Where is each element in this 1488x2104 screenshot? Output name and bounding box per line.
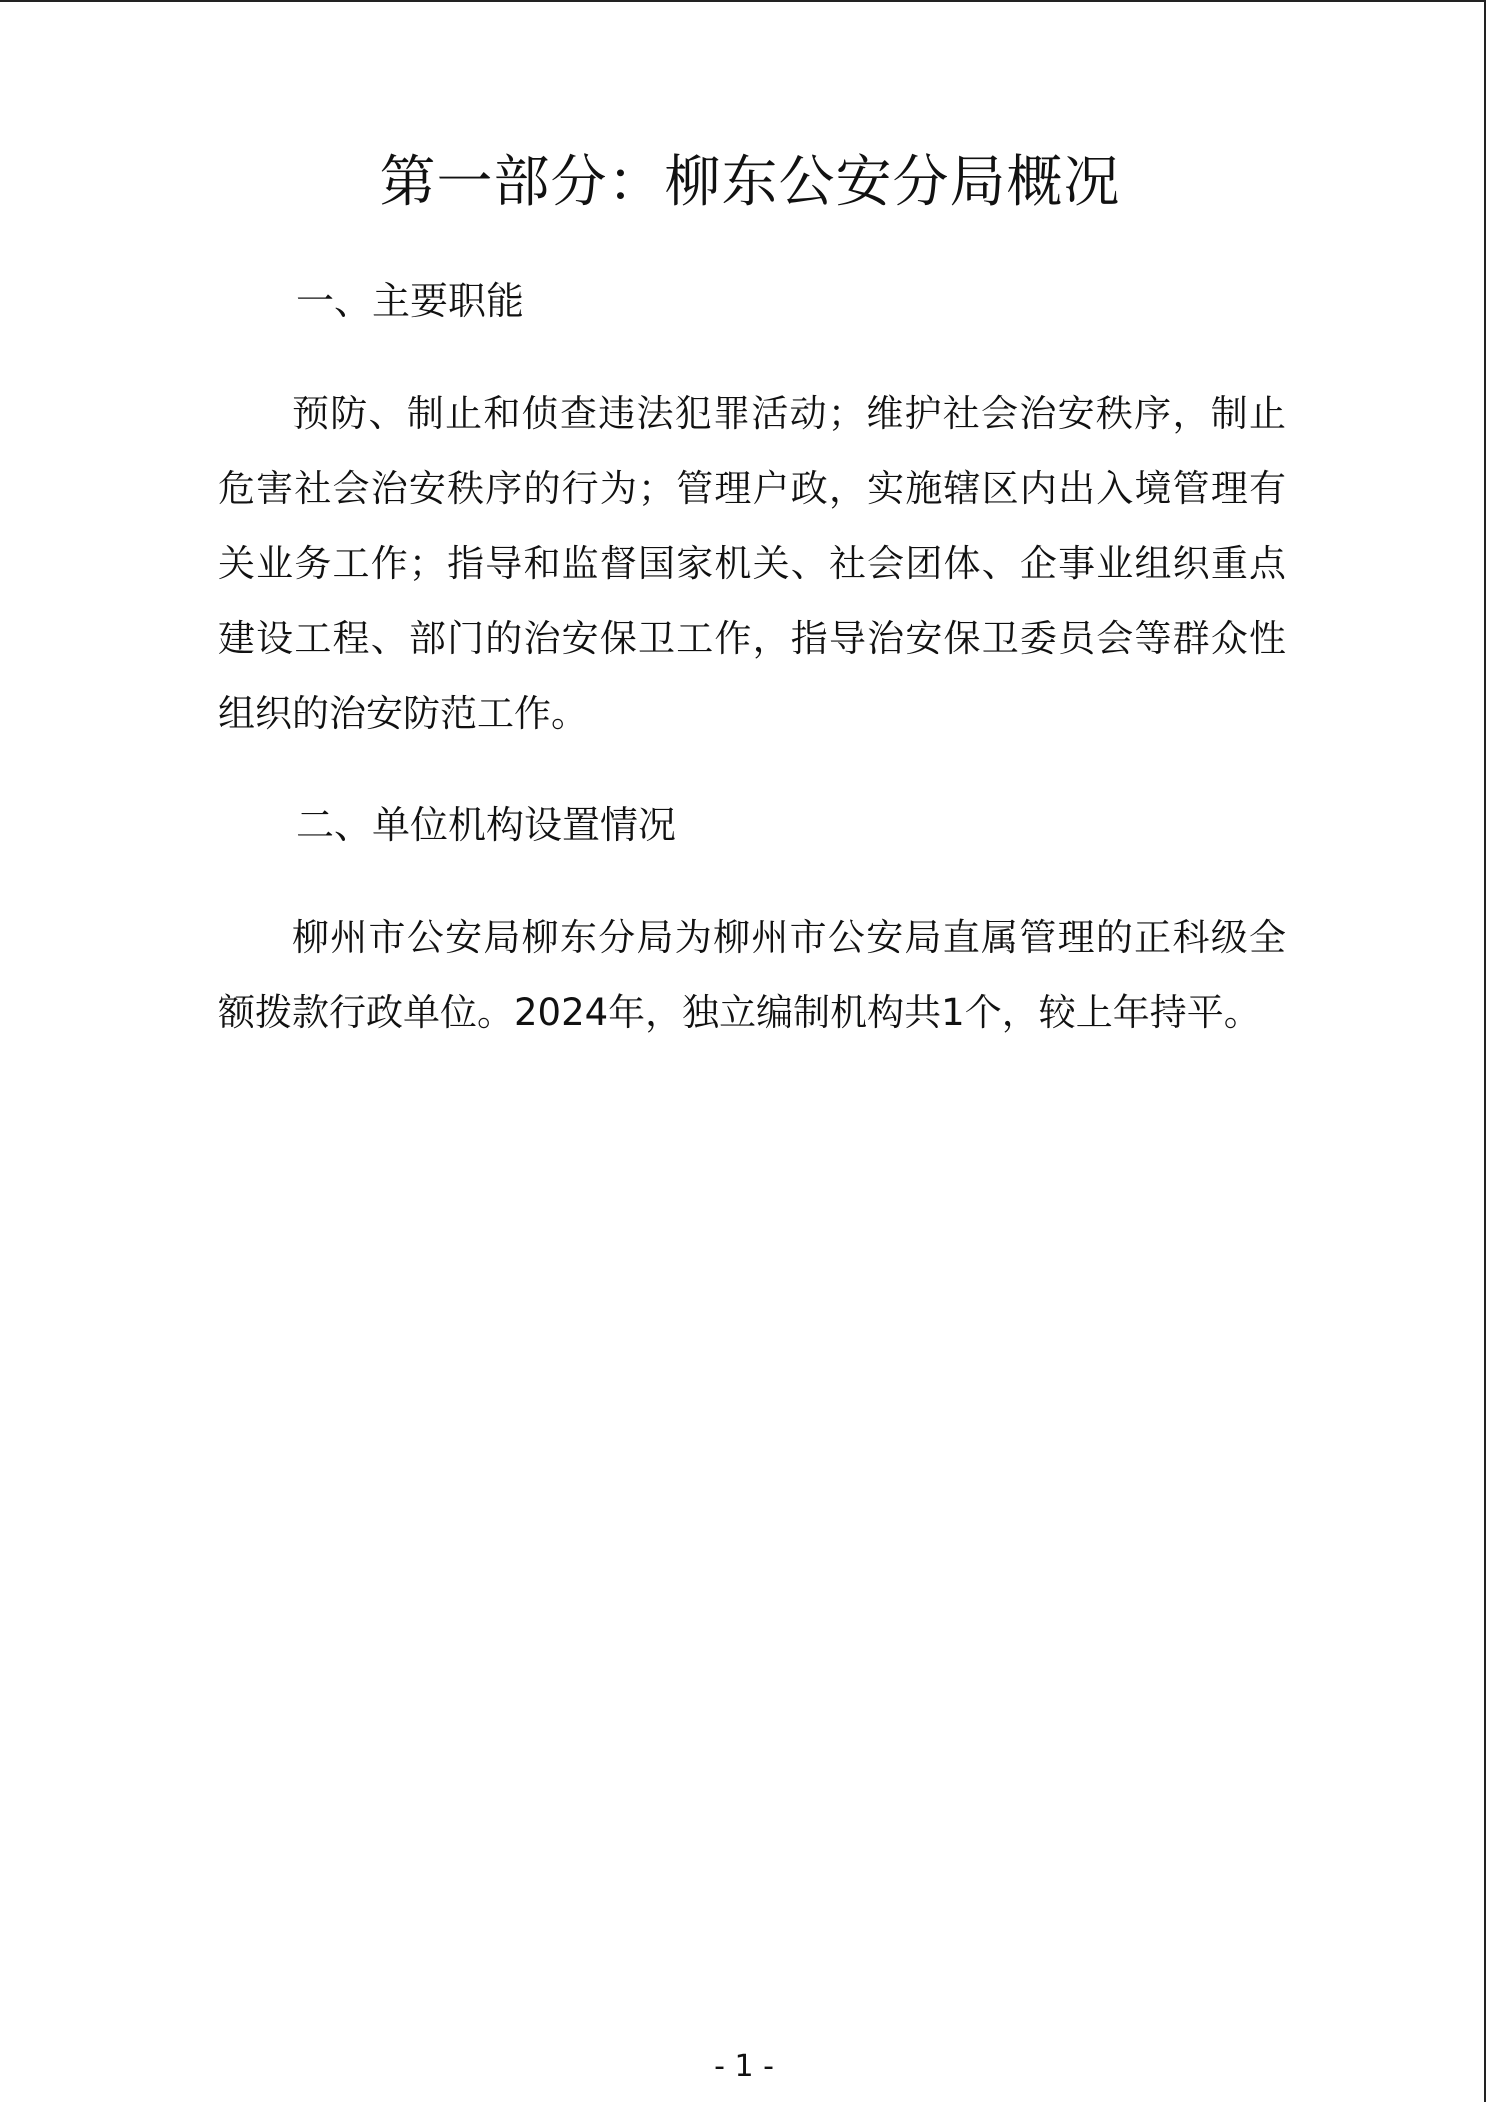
page-title: 第一部分：柳东公安分局概况 xyxy=(379,150,1121,215)
section-paragraph-main-functions: 预防、制止和侦查违法犯罪活动；维护社会治安秩序，制止危害社会治安秩序的行为；管理户政，实施辖区内出入境管理有关业务工作；指导和监督国家机关、社会团体、企事业组织重点建设工程、部门的治安保卫工作，指导治安保卫委员会等群众性组织的治安防范工作。 xyxy=(218,392,1286,735)
section-paragraph-organization: 柳州市公安局柳东分局为柳州市公安局直属管理的正科级全额拨款行政单位。2024年，独立编制机构共1个，较上年持平。 xyxy=(218,916,1286,1034)
section-heading-main-functions: 一、主要职能 xyxy=(296,279,525,323)
section-heading-organization: 二、单位机构设置情况 xyxy=(296,803,677,847)
page-number: - 1 - xyxy=(714,2049,774,2084)
